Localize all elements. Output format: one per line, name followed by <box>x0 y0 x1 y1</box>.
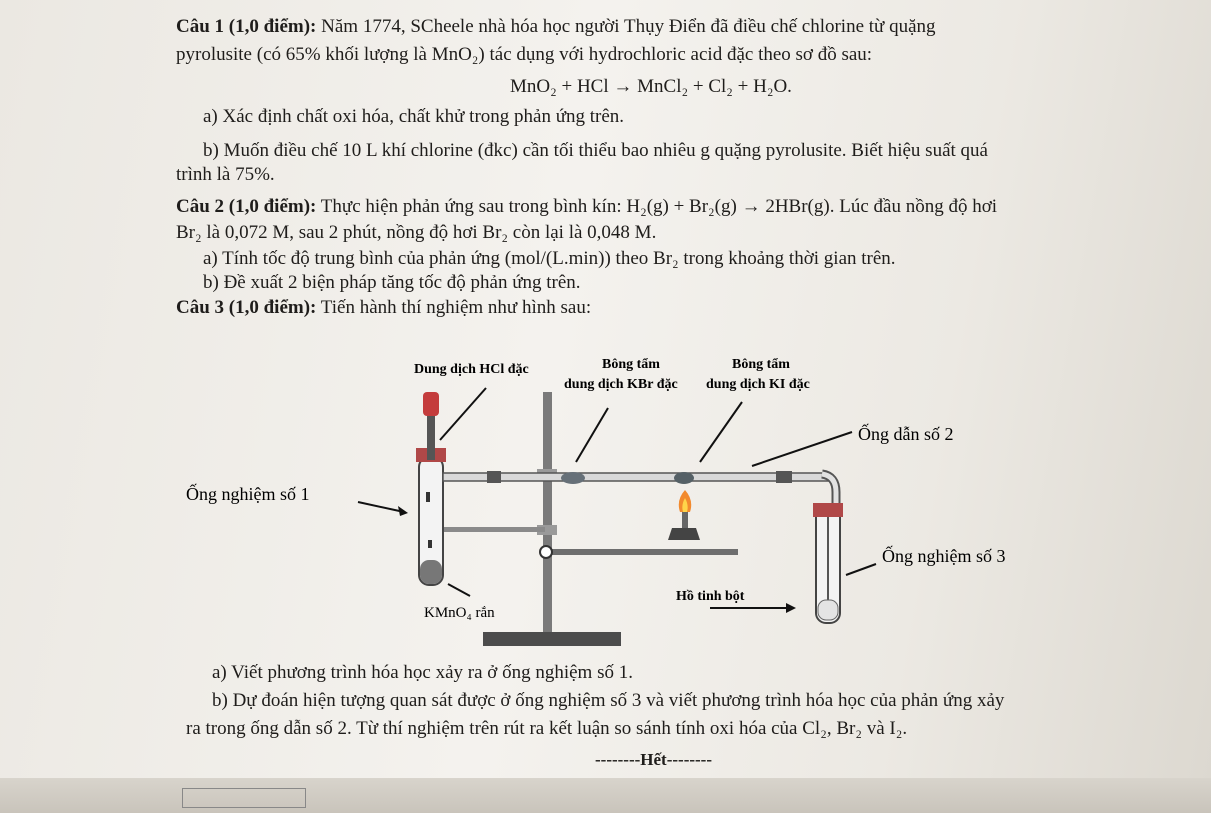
q3-text1: Tiến hành thí nghiệm như hình sau: <box>316 297 592 318</box>
hcl-pointer <box>440 388 486 440</box>
tube1-arrowhead <box>398 506 408 516</box>
q3-part-b1: b) Dự đoán hiện tượng quan sát được ở ống nghiệm số 3 và viết phương trình hóa học của phản ứng xảy <box>212 690 1005 711</box>
tube2-pointer <box>752 432 852 466</box>
drop-2 <box>428 540 432 548</box>
clamp-arm <box>435 527 545 532</box>
end-marker: --------Hết-------- <box>595 750 713 769</box>
tube-joint-2 <box>776 471 792 483</box>
tube3-pointer <box>846 564 876 575</box>
drop-1 <box>426 492 430 502</box>
q2-part-a: a) Tính tốc độ trung bình của phản ứng (mol/(L.min)) theo Br₂ trong khoảng thời gian trên. <box>203 248 896 269</box>
kbr-pointer <box>576 408 608 462</box>
label-ki-2: dung dịch KI đặc <box>706 377 810 392</box>
q2-title: Câu 2 (1,0 điểm): <box>176 196 317 217</box>
desk-edge <box>0 778 1211 813</box>
q1-part-b1: b) Muốn điều chế 10 L khí chlorine (đkc) cần tối thiểu bao nhiêu g quặng pyrolusite. Biết hiệu suất quá <box>203 140 988 161</box>
stand-rod <box>543 392 552 632</box>
kmno4-pointer <box>448 584 470 596</box>
q1-part-a: a) Xác định chất oxi hóa, chất khử trong phản ứng trên. <box>203 106 625 127</box>
label-kbr-1: Bông tẩm <box>602 357 660 372</box>
label-hcl: Dung dịch HCl đặc <box>414 362 529 377</box>
q3-title: Câu 3 (1,0 điểm): <box>176 297 317 318</box>
label-kmno4: KMnO₄ rắn <box>424 605 495 621</box>
ring-arm <box>548 549 738 555</box>
q1-title: Câu 1 (1,0 điểm): <box>176 16 317 37</box>
label-kbr-2: dung dịch KBr đặc <box>564 377 678 392</box>
q1-text1: Năm 1774, SCheele nhà hóa học người Thụy Điển đã điều chế chlorine từ quặng <box>316 16 936 37</box>
q2-line2: Br₂ là 0,072 M, sau 2 phút, nồng độ hơi Br₂ còn lại là 0,048 M. <box>176 222 657 243</box>
q3-part-b2: ra trong ống dẫn số 2. Từ thí nghiệm trên rút ra kết luận so sánh tính oxi hóa của Cl₂, Br₂ và I₂. <box>186 718 908 739</box>
sticker-box <box>182 788 306 808</box>
starch-liquid <box>818 600 838 620</box>
tube1-pointer <box>358 502 404 512</box>
stopper-3 <box>813 503 843 517</box>
label-ki-1: Bông tẩm <box>732 357 790 372</box>
funnel-stem <box>427 410 435 460</box>
ring-knob <box>540 546 552 558</box>
tube-joint-1 <box>487 471 501 483</box>
q1-equation: MnO₂ + HCl → MnCl₂ + Cl₂ + H₂O. <box>510 76 792 97</box>
funnel-top <box>423 392 439 416</box>
kbr-cotton <box>561 472 585 484</box>
q3-part-a: a) Viết phương trình hóa học xảy ra ở ống nghiệm số 1. <box>212 662 633 683</box>
starch-arrowhead <box>786 603 796 613</box>
burner-wick <box>682 512 688 528</box>
q2-part-b: b) Đề xuất 2 biện pháp tăng tốc độ phản ứng trên. <box>203 272 581 293</box>
label-starch: Hồ tinh bột <box>676 589 745 604</box>
q1-line2: pyrolusite (có 65% khối lượng là MnO₂) tác dụng với hydrochloric acid đặc theo sơ đồ sau: <box>176 44 873 65</box>
label-tube2: Ống dẫn số 2 <box>858 424 954 444</box>
stand-base <box>483 632 621 646</box>
q2-text1: Thực hiện phản ứng sau trong bình kín: H₂(g) + Br₂(g) → 2HBr(g). Lúc đầu nồng độ hơi <box>316 196 998 217</box>
ki-pointer <box>700 402 742 462</box>
label-tube3: Ống nghiệm số 3 <box>882 546 1006 566</box>
burner-body <box>668 528 700 540</box>
label-tube1: Ống nghiệm số 1 <box>186 484 310 504</box>
kmno4-solid <box>420 560 442 584</box>
ki-cotton <box>674 472 694 484</box>
q1-part-b2: trình là 75%. <box>176 164 275 185</box>
